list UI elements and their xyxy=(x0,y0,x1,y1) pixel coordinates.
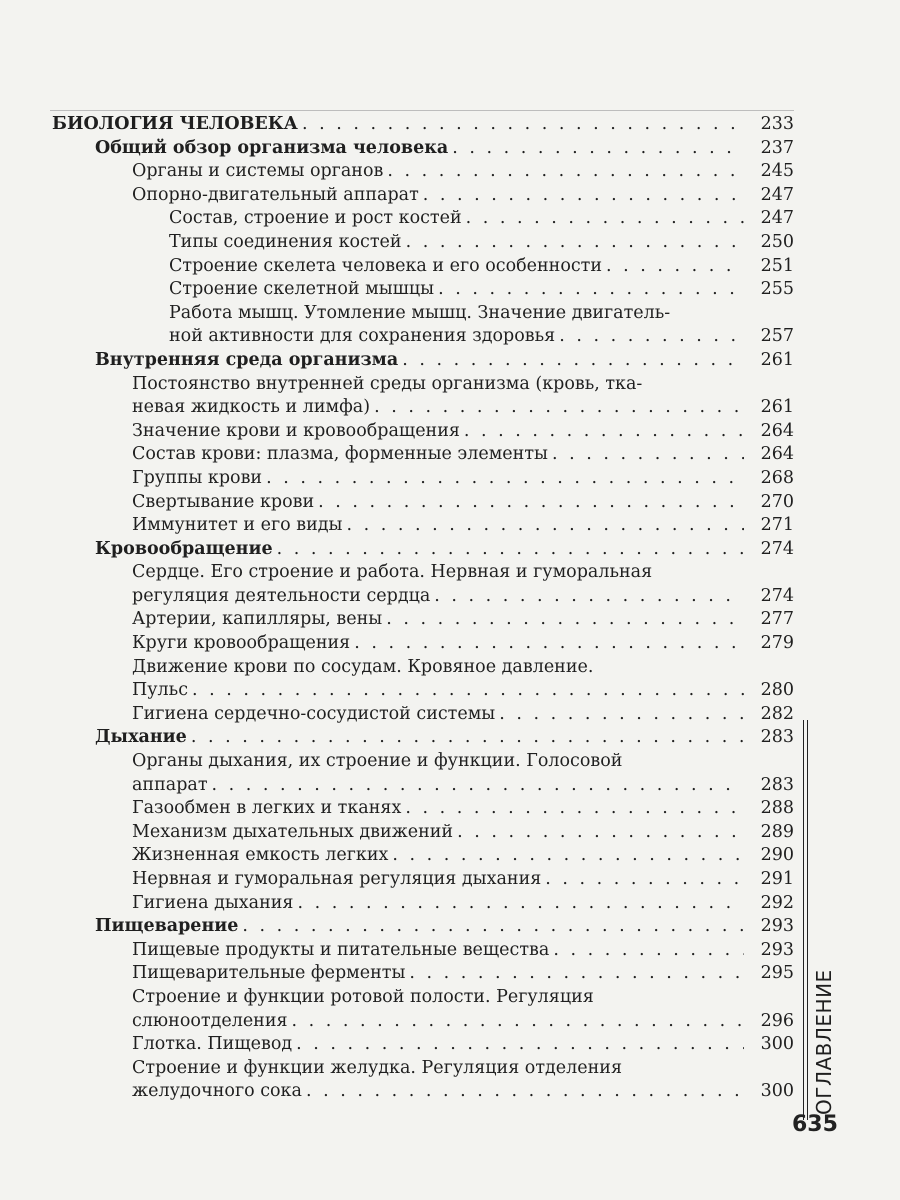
toc-page-number: 292 xyxy=(760,892,794,913)
toc-page-number: 283 xyxy=(760,727,794,748)
toc-entry-line xyxy=(95,349,794,373)
toc-entry xyxy=(52,844,794,868)
dot-leader xyxy=(552,443,744,467)
toc-entry-line xyxy=(132,467,794,491)
toc-entry-title: Общий обзор организма человека xyxy=(95,137,449,158)
toc-entry-line xyxy=(95,726,794,750)
toc-entry-title: Пищевые продукты и питательные вещества xyxy=(132,939,550,960)
table-of-contents xyxy=(52,113,794,1104)
dot-leader xyxy=(559,325,744,349)
toc-entry xyxy=(52,113,794,137)
toc-entry-line xyxy=(95,915,794,939)
toc-entry-line xyxy=(132,844,794,868)
toc-entry-title: Строение и функции желудка. Регуляция отделения xyxy=(132,1057,622,1078)
toc-entry-title: Строение скелета человека и его особенности xyxy=(169,255,603,276)
toc-entry-title: Дыхание xyxy=(95,727,187,748)
toc-entry-line xyxy=(132,632,794,656)
toc-entry-line xyxy=(132,443,794,467)
toc-entry-title: БИОЛОГИЯ ЧЕЛОВЕКА xyxy=(52,114,298,134)
toc-page-number: 295 xyxy=(760,963,794,984)
toc-entry-line xyxy=(132,585,794,609)
dot-leader xyxy=(387,160,744,184)
dot-leader xyxy=(606,255,744,279)
dot-leader xyxy=(464,420,744,444)
toc-entry-line xyxy=(169,231,794,255)
toc-entry-title: Работа мышц. Утомление мышц. Значение двигатель- xyxy=(169,302,671,323)
toc-entry-title: Опорно-двигательный аппарат xyxy=(132,184,419,205)
toc-entry-line xyxy=(132,656,794,680)
toc-page-number: 277 xyxy=(760,609,794,630)
dot-leader xyxy=(318,491,744,515)
toc-entry xyxy=(52,892,794,916)
dot-leader xyxy=(545,868,744,892)
dot-leader xyxy=(438,278,744,302)
toc-entry xyxy=(52,420,794,444)
toc-page-number: 261 xyxy=(760,397,794,418)
toc-entry-title: Газообмен в легких и тканях xyxy=(132,798,402,819)
toc-page-number: 290 xyxy=(760,845,794,866)
toc-entry-title: Глотка. Пищевод xyxy=(132,1034,293,1055)
dot-leader xyxy=(457,821,744,845)
dot-leader xyxy=(406,231,744,255)
dot-leader xyxy=(409,962,744,986)
dot-leader xyxy=(466,207,744,231)
top-rule xyxy=(50,110,794,111)
toc-entry xyxy=(52,349,794,373)
toc-page-number: 274 xyxy=(760,585,794,606)
toc-entry xyxy=(52,160,794,184)
toc-page-number: 282 xyxy=(760,703,794,724)
toc-entry xyxy=(52,443,794,467)
toc-entry-title: Значение крови и кровообращения xyxy=(132,420,460,441)
toc-entry xyxy=(52,278,794,302)
toc-entry xyxy=(52,868,794,892)
toc-entry-line xyxy=(132,962,794,986)
toc-entry-line xyxy=(169,207,794,231)
toc-page-number: 291 xyxy=(760,869,794,889)
toc-entry xyxy=(52,184,794,208)
toc-entry xyxy=(52,231,794,255)
toc-entry xyxy=(52,750,794,797)
toc-page-number: 247 xyxy=(760,208,794,229)
dot-leader xyxy=(386,608,744,632)
toc-page-number: 293 xyxy=(760,916,794,937)
toc-entry-title: Кровообращение xyxy=(95,538,273,559)
toc-page-number: 247 xyxy=(760,184,794,205)
toc-entry-title: Пищеварение xyxy=(95,916,239,937)
dot-leader xyxy=(191,726,744,750)
toc-page-number: 261 xyxy=(760,349,794,370)
toc-entry xyxy=(52,137,794,161)
page-number: 635 xyxy=(792,1112,838,1137)
toc-page-number: 264 xyxy=(760,444,794,465)
section-side-label: ОГЛАВЛЕНИЕ xyxy=(812,969,836,1115)
dot-leader xyxy=(553,939,744,963)
dot-leader xyxy=(306,1080,744,1104)
toc-page-number: 283 xyxy=(760,774,794,795)
toc-entry xyxy=(52,797,794,821)
toc-entry-title: регуляция деятельности сердца xyxy=(132,585,431,606)
toc-page-number: 288 xyxy=(760,798,794,819)
toc-entry xyxy=(52,915,794,939)
toc-entry xyxy=(52,939,794,963)
toc-entry xyxy=(52,821,794,845)
toc-entry-line xyxy=(132,1057,794,1081)
dot-leader xyxy=(297,892,744,916)
toc-entry-line xyxy=(132,1033,794,1057)
toc-entry-title: Механизм дыхательных движений xyxy=(132,821,454,842)
toc-entry-title: Круги кровообращения xyxy=(132,633,351,654)
toc-entry-line xyxy=(132,514,794,538)
toc-entry-title: Группы крови xyxy=(132,467,263,488)
toc-page-number: 245 xyxy=(760,161,794,182)
toc-entry-line xyxy=(132,1010,794,1034)
toc-entry-title: Иммунитет и его виды xyxy=(132,515,343,536)
toc-entry xyxy=(52,962,794,986)
toc-page-number: 264 xyxy=(760,420,794,441)
toc-entry xyxy=(52,302,794,349)
dot-leader xyxy=(302,113,744,137)
toc-entry xyxy=(52,467,794,491)
toc-page-number: 300 xyxy=(760,1034,794,1055)
toc-page-number: 274 xyxy=(760,538,794,559)
toc-entry-title: Строение и функции ротовой полости. Регуляция xyxy=(132,986,594,1007)
toc-entry xyxy=(52,656,794,703)
toc-page-number: 279 xyxy=(760,633,794,654)
toc-page-number: 289 xyxy=(760,821,794,842)
toc-entry-title: слюноотделения xyxy=(132,1010,288,1031)
toc-entry-title: Движение крови по сосудам. Кровяное давление. xyxy=(132,656,594,677)
toc-entry-title: Гигиена сердечно-сосудистой системы xyxy=(132,703,496,724)
toc-entry-title: Органы дыхания, их строение и функции. Голосовой xyxy=(132,751,623,772)
toc-entry-title: Сердце. Его строение и работа. Нервная и гуморальная xyxy=(132,562,653,583)
toc-entry xyxy=(52,373,794,420)
toc-entry-line xyxy=(132,986,794,1010)
dot-leader xyxy=(434,585,744,609)
toc-page-number: 268 xyxy=(760,467,794,488)
toc-entry xyxy=(52,561,794,608)
toc-entry-line xyxy=(132,1080,794,1104)
toc-entry-line xyxy=(132,679,794,703)
toc-page-number: 257 xyxy=(760,326,794,347)
toc-entry xyxy=(52,207,794,231)
side-rule xyxy=(803,720,808,1120)
toc-entry xyxy=(52,491,794,515)
dot-leader xyxy=(212,774,744,798)
toc-entry-title: Состав крови: плазма, форменные элементы xyxy=(132,444,548,465)
dot-leader xyxy=(292,1010,744,1034)
toc-entry-title: аппарат xyxy=(132,774,208,795)
dot-leader xyxy=(266,467,744,491)
toc-entry xyxy=(52,514,794,538)
toc-page-number: 251 xyxy=(760,255,794,276)
toc-entry-line xyxy=(95,137,794,161)
toc-entry-title: Артерии, капилляры, вены xyxy=(132,609,383,630)
toc-page-number: 270 xyxy=(760,491,794,512)
toc-entry-line xyxy=(132,184,794,208)
toc-page-number: 271 xyxy=(760,515,794,536)
toc-entry-line xyxy=(132,939,794,963)
toc-page-number: 233 xyxy=(760,114,794,134)
toc-page-number: 250 xyxy=(760,231,794,252)
toc-entry-line xyxy=(132,160,794,184)
toc-entry-line xyxy=(52,113,794,137)
toc-entry-title: невая жидкость и лимфа) xyxy=(132,397,371,418)
toc-entry-line xyxy=(132,608,794,632)
toc-entry-title: Гигиена дыхания xyxy=(132,892,294,913)
dot-leader xyxy=(405,797,744,821)
dot-leader xyxy=(346,514,744,538)
toc-page-number: 293 xyxy=(760,939,794,960)
toc-entry-title: ной активности для сохранения здоровья xyxy=(169,326,556,347)
dot-leader xyxy=(499,703,744,727)
toc-entry-line xyxy=(132,868,794,892)
toc-entry xyxy=(52,632,794,656)
toc-page-number: 255 xyxy=(760,279,794,300)
toc-entry-title: Пищеварительные ферменты xyxy=(132,963,406,984)
toc-entry-line xyxy=(169,302,794,326)
toc-entry-line xyxy=(169,325,794,349)
toc-entry-line xyxy=(132,373,794,397)
toc-entry-line xyxy=(132,420,794,444)
dot-leader xyxy=(374,396,744,420)
toc-entry xyxy=(52,255,794,279)
toc-entry xyxy=(52,726,794,750)
dot-leader xyxy=(192,679,744,703)
toc-entry-line xyxy=(132,892,794,916)
toc-entry xyxy=(52,1057,794,1104)
toc-entry-line xyxy=(132,396,794,420)
toc-entry-title: Нервная и гуморальная регуляция дыхания xyxy=(132,869,542,889)
toc-entry-line xyxy=(132,821,794,845)
toc-entry-line xyxy=(132,750,794,774)
toc-entry-title: Пульс xyxy=(132,680,189,701)
toc-entry xyxy=(52,608,794,632)
dot-leader xyxy=(423,184,744,208)
toc-entry-title: Жизненная емкость легких xyxy=(132,845,389,866)
dot-leader xyxy=(242,915,744,939)
dot-leader xyxy=(402,349,744,373)
toc-entry-title: Свертывание крови xyxy=(132,491,315,512)
toc-page-number: 280 xyxy=(760,680,794,701)
toc-entry-title: Типы соединения костей xyxy=(169,231,402,252)
toc-entry-line xyxy=(132,561,794,585)
dot-leader xyxy=(392,844,744,868)
toc-entry-line xyxy=(132,491,794,515)
toc-entry xyxy=(52,703,794,727)
toc-entry-line xyxy=(169,278,794,302)
toc-entry-line xyxy=(95,538,794,562)
toc-entry-line xyxy=(169,255,794,279)
toc-page-number: 296 xyxy=(760,1010,794,1031)
toc-entry-title: Состав, строение и рост костей xyxy=(169,208,462,229)
toc-entry-title: желудочного сока xyxy=(132,1081,302,1102)
toc-entry-line xyxy=(132,797,794,821)
toc-page-number: 300 xyxy=(760,1081,794,1102)
toc-entry-line xyxy=(132,703,794,727)
toc-entry-title: Постоянство внутренней среды организма (кровь, тка- xyxy=(132,373,643,394)
toc-entry xyxy=(52,538,794,562)
toc-entry xyxy=(52,1033,794,1057)
toc-entry xyxy=(52,986,794,1033)
dot-leader xyxy=(296,1033,744,1057)
dot-leader xyxy=(452,137,744,161)
toc-entry-title: Органы и системы органов xyxy=(132,161,384,182)
toc-entry-title: Строение скелетной мышцы xyxy=(169,279,435,300)
dot-leader xyxy=(354,632,744,656)
toc-entry-line xyxy=(132,774,794,798)
dot-leader xyxy=(277,538,744,562)
toc-page-number: 237 xyxy=(760,137,794,158)
toc-entry-title: Внутренняя среда организма xyxy=(95,349,399,370)
